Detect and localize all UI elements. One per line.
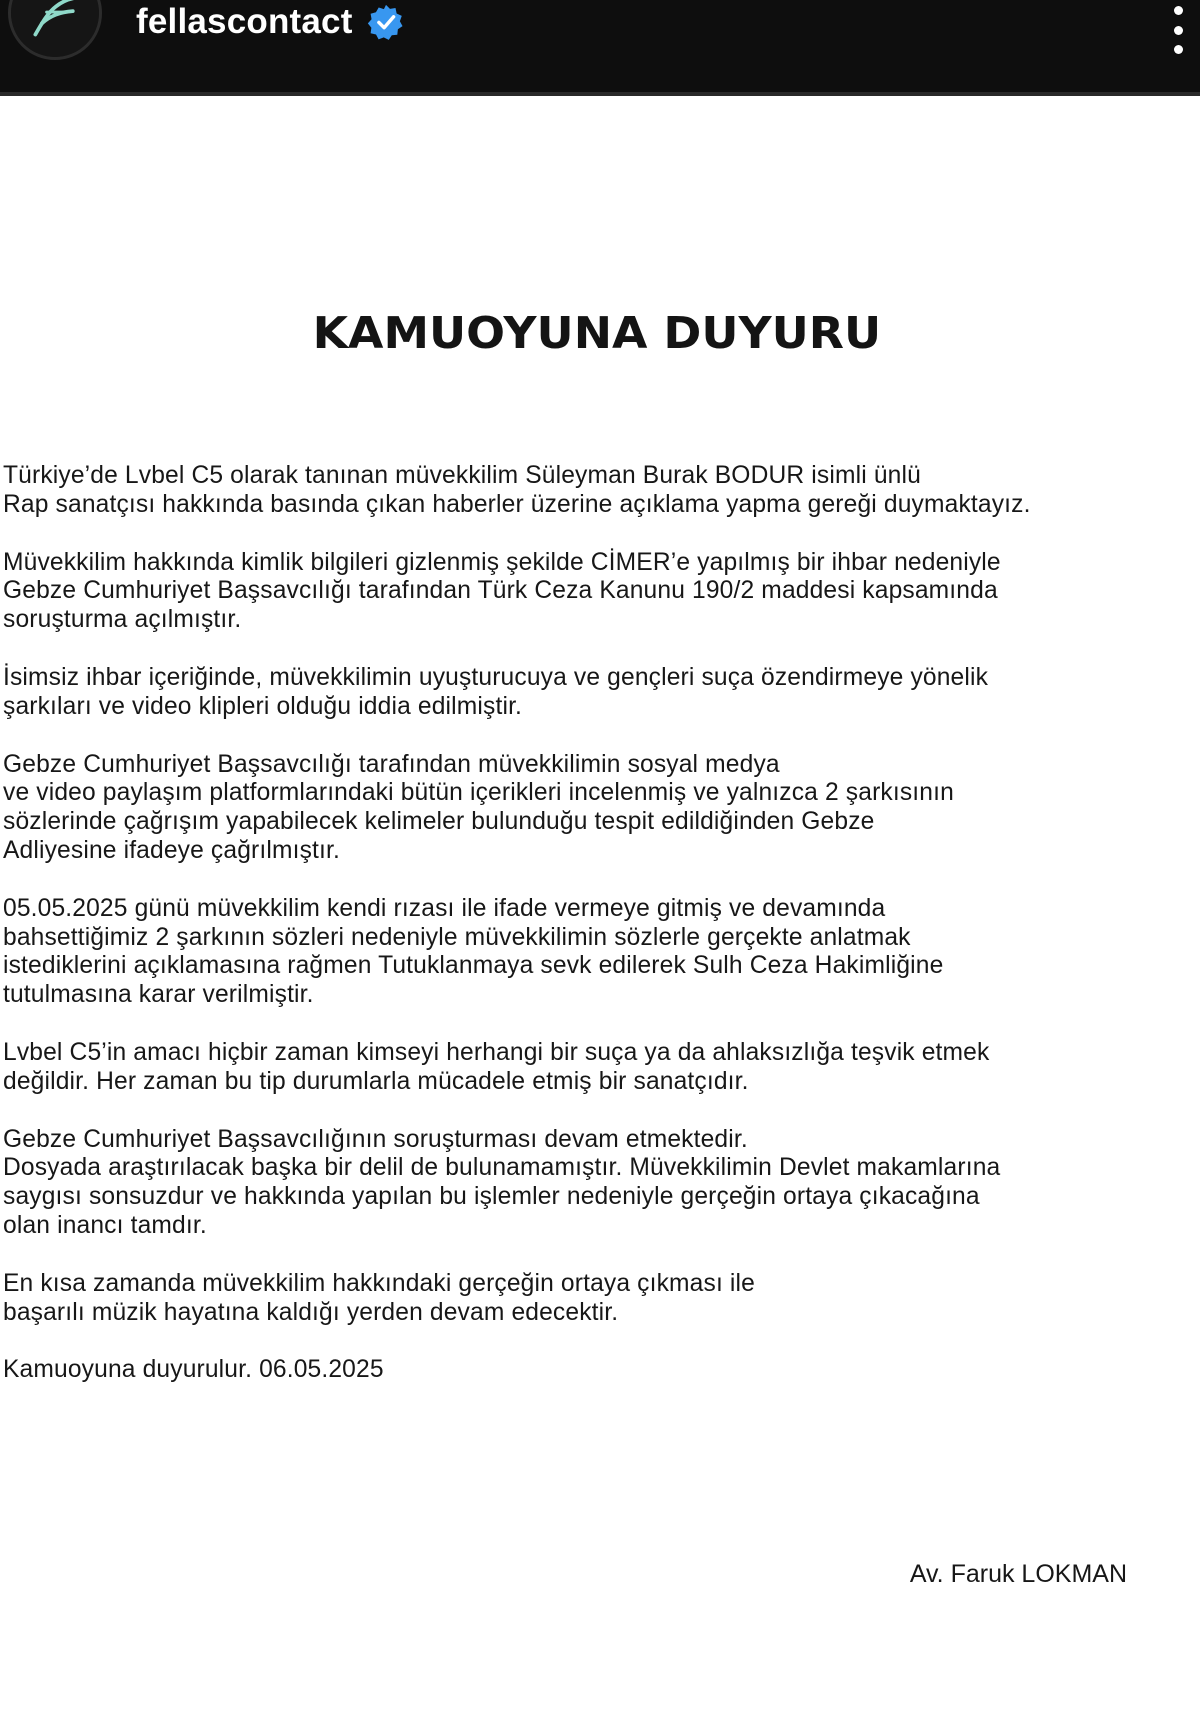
- lawyer-signature: Av. Faruk LOKMAN: [909, 1560, 1127, 1588]
- more-options-icon-dot: [1174, 45, 1183, 54]
- paragraph-line: 05.05.2025 günü müvekkilim kendi rızası ile ifade vermeye gitmiş ve devamında: [3, 894, 886, 922]
- paragraph-line: soruşturma açılmıştır.: [3, 606, 242, 634]
- paragraph-line: İsimsiz ihbar içeriğinde, müvekkilimin uyuşturucuya ve gençleri suça özendirmeye yönelik: [3, 663, 989, 691]
- more-options-icon-dot: [1174, 26, 1183, 35]
- paragraph-line: Gebze Cumhuriyet Başsavcılığının soruşturması devam etmektedir.: [3, 1125, 748, 1153]
- username-row: [136, 0, 405, 44]
- announcement-paragraph: [3, 1039, 1196, 1097]
- paragraph-line: istediklerini açıklamasına rağmen Tutuklanmaya sevk edilerek Sulh Ceza Hakimliğine: [3, 952, 944, 980]
- username-link[interactable]: fellascontact: [136, 2, 353, 41]
- paragraph-line: Rap sanatçısı hakkında basında çıkan haberler üzerine açıklama yapma gereği duymaktayız.: [3, 490, 1031, 518]
- announcement-paragraph: [3, 664, 1196, 722]
- paragraph-line: saygısı sonsuzdur ve hakkında yapılan bu işlemler nedeniyle gerçeğin ortaya çıkacağına: [3, 1183, 980, 1211]
- post-header: [0, 0, 1200, 96]
- profile-avatar[interactable]: [8, 0, 102, 60]
- announcement-paragraph: [3, 549, 1196, 635]
- announcement-paragraph: [3, 1126, 1196, 1241]
- announcement-title: KAMUOYUNA DUYURU: [312, 308, 882, 359]
- paragraph-line: bahsettiğimiz 2 şarkının sözleri nedeniyle müvekkilimin sözlerle gerçekte anlatmak: [3, 923, 911, 951]
- paragraph-line: tutulmasına karar verilmiştir.: [3, 981, 314, 1009]
- announcement-paragraph: [3, 751, 1196, 866]
- paragraph-line: sözlerinde çağrışım yapabilecek kelimeler bulunduğu tespit edildiğinden Gebze: [3, 808, 875, 836]
- paragraph-line: Lvbel C5’in amacı hiçbir zaman kimseyi herhangi bir suça ya da ahlaksızlığa teşvik etmek: [3, 1038, 990, 1066]
- paragraph-line: şarkıları ve video klipleri olduğu iddia edilmiştir.: [3, 692, 523, 720]
- announcement-body: [3, 462, 1196, 1385]
- paragraph-line: Kamuoyuna duyurulur. 06.05.2025: [3, 1356, 384, 1384]
- more-options-button[interactable]: [1166, 6, 1190, 54]
- more-options-icon: [1174, 6, 1183, 15]
- verified-badge-icon: [367, 3, 405, 41]
- paragraph-line: değildir. Her zaman bu tip durumlarla mücadele etmiş bir sanatçıdır.: [3, 1067, 749, 1095]
- announcement-paragraph: [3, 895, 1196, 1010]
- paragraph-line: Müvekkilim hakkında kimlik bilgileri gizlenmiş şekilde CİMER’e yapılmış bir ihbar nedeniyle: [3, 548, 1001, 576]
- paragraph-line: olan inancı tamdır.: [3, 1211, 207, 1239]
- paragraph-line: Gebze Cumhuriyet Başsavcılığı tarafından Türk Ceza Kanunu 190/2 maddesi kapsamında: [3, 577, 998, 605]
- paragraph-line: Türkiye’de Lvbel C5 olarak tanınan müvekkilim Süleyman Burak BODUR isimli ünlü: [3, 462, 921, 489]
- announcement-paragraph: [3, 1270, 1196, 1328]
- paragraph-line: En kısa zamanda müvekkilim hakkındaki gerçeğin ortaya çıkması ile: [3, 1269, 755, 1297]
- paragraph-line: Dosyada araştırılacak başka bir delil de bulunamamıştır. Müvekkilimin Devlet makamlarına: [3, 1154, 1001, 1182]
- announcement-paragraph: [3, 462, 1196, 520]
- paragraph-line: başarılı müzik hayatına kaldığı yerden devam edecektir.: [3, 1298, 619, 1326]
- paragraph-line: ve video paylaşım platformlarındaki bütün içerikleri incelenmiş ve yalnızca 2 şarkısının: [3, 779, 954, 807]
- paragraph-line: Gebze Cumhuriyet Başsavcılığı tarafından müvekkilimin sosyal medya: [3, 750, 780, 778]
- announcement-paragraph: [3, 1356, 1196, 1385]
- paragraph-line: Adliyesine ifadeye çağrılmıştır.: [3, 836, 340, 864]
- fellas-logo-icon: [11, 0, 99, 57]
